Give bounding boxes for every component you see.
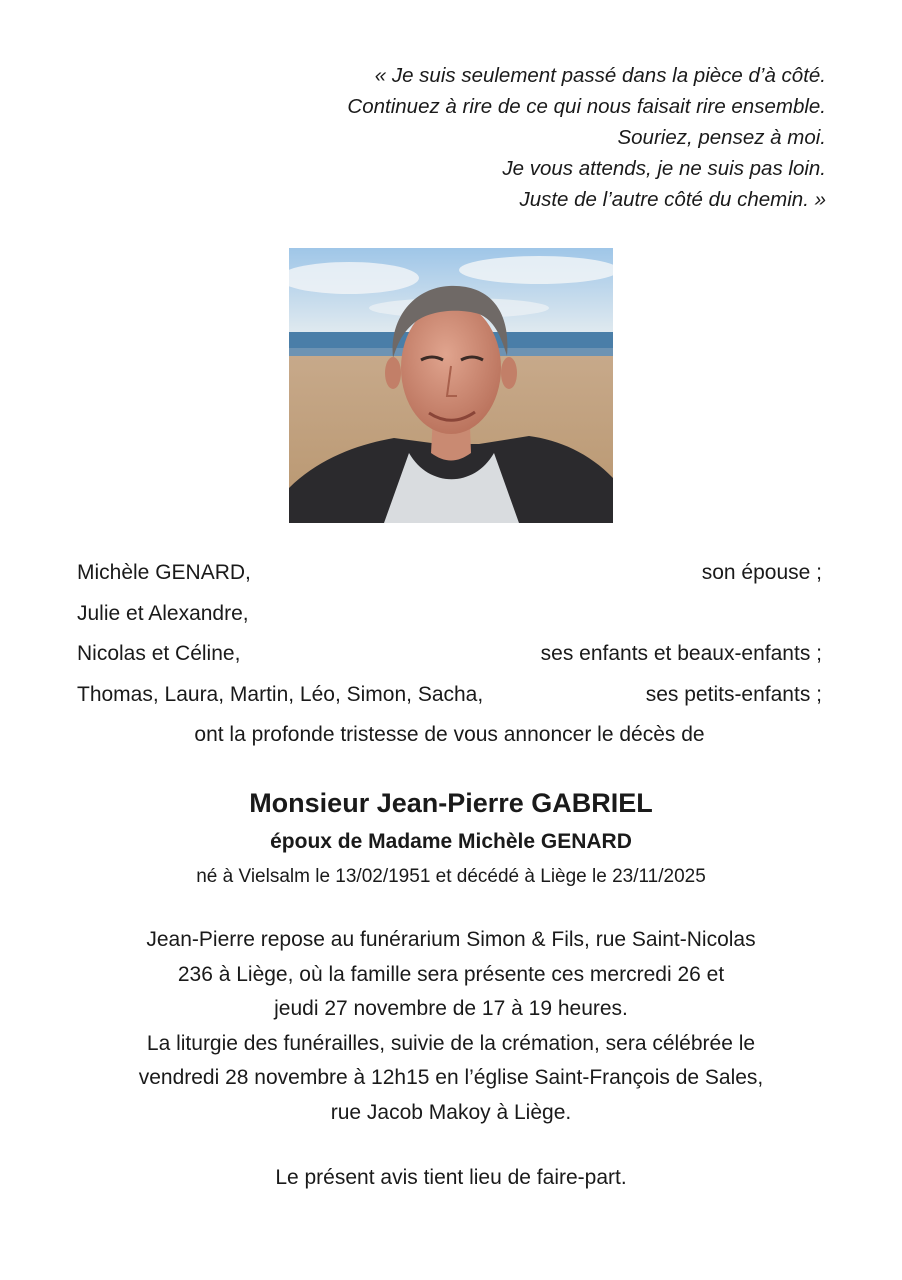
- funeral-details: [40, 923, 862, 1130]
- family-names: Thomas, Laura, Martin, Léo, Simon, Sacha,: [77, 682, 484, 706]
- family-relation: ses enfants et beaux-enfants ;: [540, 642, 822, 665]
- portrait-photo: [289, 248, 613, 523]
- details-line: rue Jacob Makoy à Liège.: [330, 1100, 572, 1124]
- details-line: 236 à Liège, où la famille sera présente ces mercredi 26 et: [177, 962, 725, 986]
- family-names: Julie et Alexandre,: [77, 601, 249, 625]
- family-row: [77, 677, 822, 718]
- family-relation: son épouse ;: [701, 561, 822, 584]
- epitaph-quote: [226, 60, 826, 215]
- family-row: [77, 636, 822, 677]
- announcement-text: ont la profonde tristesse de vous annoncer le décès de: [194, 723, 705, 746]
- epitaph-line: Souriez, pensez à moi.: [617, 126, 826, 149]
- family-relation: ses petits-enfants ;: [645, 682, 822, 706]
- footer-note: Le présent avis tient lieu de faire-part.: [275, 1166, 627, 1189]
- family-list: [77, 555, 822, 758]
- details-line: Jean-Pierre repose au funérarium Simon & Fils, rue Saint-Nicolas: [146, 928, 756, 951]
- details-line: vendredi 28 novembre à 12h15 en l’église Saint-François de Sales,: [138, 1066, 764, 1089]
- deceased-name: Monsieur Jean-Pierre GABRIEL: [249, 788, 653, 818]
- family-names: Nicolas et Céline,: [77, 642, 241, 665]
- epitaph-line: Continuez à rire de ce qui nous faisait rire ensemble.: [347, 95, 826, 118]
- details-line: La liturgie des funérailles, suivie de la crémation, sera célébrée le: [146, 1031, 756, 1055]
- epitaph-line: « Je suis seulement passé dans la pièce d’à côté.: [374, 64, 826, 87]
- family-names: Michèle GENARD,: [77, 561, 251, 584]
- details-line: jeudi 27 novembre de 17 à 19 heures.: [274, 997, 628, 1020]
- family-row: [77, 596, 822, 637]
- epitaph-line: Je vous attends, je ne suis pas loin.: [502, 157, 826, 180]
- birth-death-dates: né à Vielsalm le 13/02/1951 et décédé à Liège le 23/11/2025: [196, 866, 706, 887]
- deceased-spouse: époux de Madame Michèle GENARD: [270, 830, 632, 853]
- epitaph-line: Juste de l’autre côté du chemin. »: [519, 188, 826, 211]
- family-row: [77, 555, 822, 596]
